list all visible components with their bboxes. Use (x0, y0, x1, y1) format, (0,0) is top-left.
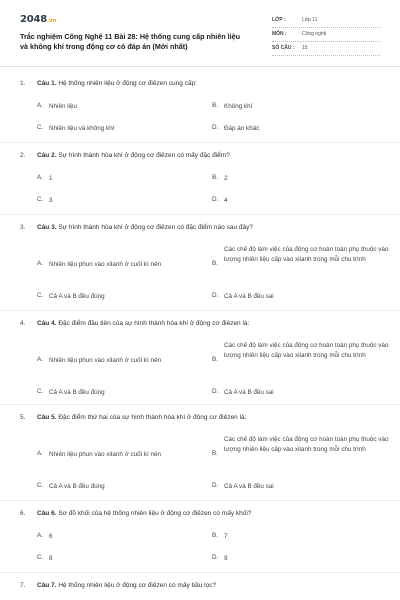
option-letter: A. (37, 450, 43, 457)
option-letter: B. (212, 260, 218, 267)
option-letter: B. (212, 450, 218, 457)
option-letter: D. (212, 482, 219, 489)
question-body: Đặc điểm đầu tiên của sự hình thành hòa khí ở động cơ điêzen là: (56, 320, 250, 327)
question-text (37, 510, 377, 517)
question-body: Sự hình thành hòa khí ở động cơ điêzen có đặc điểm nào sau đây? (56, 224, 253, 231)
question-separator (0, 214, 400, 215)
option-letter: A. (37, 532, 43, 539)
option-text: Nhiên liệu và không khí (49, 125, 115, 132)
option-text: Cả A và B đều sai (224, 389, 274, 396)
option-letter: C. (37, 554, 44, 561)
question-label: Câu 7. (37, 582, 57, 589)
option-text: Cả A và B đều đúng (49, 293, 105, 300)
question-body: Hệ thống nhiên liệu ở động cơ điêzen cung cấp: (56, 80, 197, 87)
option-letter: B. (212, 174, 218, 181)
option-text: Nhiên liệu (49, 103, 78, 110)
site-logo[interactable] (20, 14, 56, 25)
question-body: Sơ đồ khối của hệ thống nhiên liệu ở động cơ điêzen có mấy khối? (56, 510, 252, 517)
meta-key: SỐ CÂU : (272, 45, 295, 51)
question-text (37, 224, 377, 231)
question-separator (0, 572, 400, 573)
option-letter: C. (37, 292, 44, 299)
question-number: 2. (20, 152, 26, 159)
option-text: 3 (49, 197, 53, 204)
option-letter: B. (212, 532, 218, 539)
question-number: 5. (20, 414, 26, 421)
option-text: Cả A và B đều đúng (49, 389, 105, 396)
meta-row-count (272, 44, 380, 56)
option-text: Cả A và B đều sai (224, 293, 274, 300)
question-label: Câu 1. (37, 80, 57, 87)
option-text: Nhiên liệu phun vào xilanh ở cuối kì nén (49, 261, 161, 268)
option-letter: C. (37, 124, 44, 131)
option-text: 2 (224, 175, 228, 182)
question-body: Hệ thống nhiên liệu ở động cơ điêzen có mấy bầu lọc? (56, 582, 217, 589)
option-text: Đáp án khác (224, 125, 260, 132)
question-number: 4. (20, 320, 26, 327)
question-text (37, 152, 377, 159)
question-text (37, 582, 377, 589)
option-letter: D. (212, 292, 219, 299)
meta-key: LỚP : (272, 17, 286, 23)
question-label: Câu 5. (37, 414, 57, 421)
question-separator (0, 142, 400, 143)
page-title: Trắc nghiệm Công Nghệ 11 Bài 28: Hệ thống cung cấp nhiên liệu và không khí trong động cơ có đáp án (Mới nhất) (20, 32, 241, 51)
logo-main: 2048 (20, 14, 48, 25)
meta-value: 15 (302, 45, 308, 51)
option-text: Nhiên liệu phun vào xilanh ở cuối kì nén (49, 451, 161, 458)
meta-key: MÔN : (272, 31, 287, 37)
question-label: Câu 2. (37, 152, 57, 159)
option-letter: A. (37, 356, 43, 363)
option-text: Các chế độ làm việc của động cơ hoàn toàn phụ thuộc vào lượng nhiên liệu cấp vào xilanh trong mỗi chu trình (224, 342, 389, 359)
option-text: 9 (224, 555, 228, 562)
option-letter: C. (37, 482, 44, 489)
option-letter: A. (37, 260, 43, 267)
question-number: 6. (20, 510, 26, 517)
question-label: Câu 3. (37, 224, 57, 231)
option-letter: A. (37, 174, 43, 181)
option-text: 6 (49, 533, 53, 540)
question-text (37, 414, 377, 421)
meta-value: Lớp 11 (302, 17, 318, 23)
logo-suffix: .vn (47, 18, 57, 24)
question-text (37, 320, 377, 327)
option-letter: C. (37, 388, 44, 395)
option-text: Các chế độ làm việc của động cơ hoàn toàn phụ thuộc vào lượng nhiên liệu cấp vào xilanh trong mỗi chu trình (224, 436, 389, 453)
question-label: Câu 6. (37, 510, 57, 517)
option-letter: B. (212, 102, 218, 109)
meta-row-class (272, 16, 380, 28)
question-label: Câu 4. (37, 320, 57, 327)
option-text: Nhiên liệu phun vào xilanh ở cuối kì nén (49, 357, 161, 364)
question-number: 7. (20, 582, 26, 589)
question-number: 3. (20, 224, 26, 231)
question-separator (0, 404, 400, 405)
option-letter: D. (212, 554, 219, 561)
option-letter: D. (212, 388, 219, 395)
option-text: 7 (224, 533, 228, 540)
question-body: Sự hình thành hòa khí ở động cơ điêzen có mấy đặc điểm? (56, 152, 230, 159)
meta-row-subject (272, 30, 380, 42)
option-letter: C. (37, 196, 44, 203)
option-text: 8 (49, 555, 53, 562)
option-letter: D. (212, 124, 219, 131)
question-number: 1. (20, 80, 26, 87)
option-letter: A. (37, 102, 43, 109)
meta-value: Công nghệ (302, 31, 327, 37)
question-body: Đặc điểm thứ hai của sự hình thành hòa khí ở động cơ điêzen là: (56, 414, 247, 421)
option-text: 1 (49, 175, 53, 182)
option-text: Không khí (224, 103, 253, 110)
question-text (37, 80, 377, 87)
option-text: Các chế độ làm việc của động cơ hoàn toàn phụ thuộc vào lượng nhiên liệu cấp vào xilanh trong mỗi chu trình (224, 246, 389, 263)
page-header (20, 14, 380, 60)
option-text: Cả A và B đều sai (224, 483, 274, 490)
question-separator (0, 310, 400, 311)
option-text: 4 (224, 197, 228, 204)
question-separator (0, 500, 400, 501)
meta-info (272, 16, 380, 58)
option-letter: D. (212, 196, 219, 203)
option-letter: B. (212, 356, 218, 363)
option-text: Cả A và B đều đúng (49, 483, 105, 490)
header-divider (0, 66, 400, 67)
